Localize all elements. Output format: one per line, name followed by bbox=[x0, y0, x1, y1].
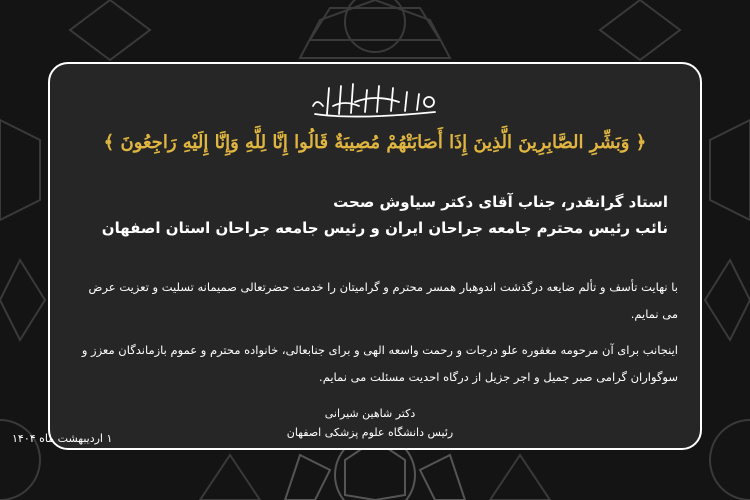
signature bbox=[240, 404, 500, 442]
message-paragraph-1: با نهایت تأسف و تألم ضایعه درگذشت اندوهبار همسر محترم و گرامیتان را خدمت حضرتعالی صمیمانه تسلیت و تعزیت عرض می نمایم. bbox=[88, 280, 678, 321]
condolence-card bbox=[48, 62, 702, 450]
addressee-line-2: نائب رئیس محترم جامعه جراحان ایران و رئیس جامعه جراحان استان اصفهان bbox=[101, 219, 668, 237]
signature-title: رئیس دانشگاه علوم پزشکی اصفهان bbox=[286, 426, 454, 439]
message-date: ۱ اردیبهشت ماه ۱۴۰۴ bbox=[12, 432, 113, 445]
basmala-calligraphy-icon bbox=[295, 76, 455, 124]
addressee-line-1: استاد گرانقدر، جناب آقای دکتر سیاوش صحت bbox=[333, 193, 668, 211]
quran-verse: ﴿ وَبَشِّرِ الصَّابِرِينَ الَّذِينَ إِذَا أَصَابَتْهُمْ مُصِيبَةٌ قَالُوا إِنَّا لِلَّهِ وَإِنَّا إِلَيْهِ رَاجِعُونَ ﴾ bbox=[103, 132, 647, 153]
message-body bbox=[70, 274, 678, 391]
basmala-calligraphy bbox=[50, 76, 700, 124]
signature-name: دکتر شاهین شیرانی bbox=[324, 407, 416, 420]
addressee bbox=[102, 189, 668, 241]
message-paragraph-2: اینجانب برای آن مرحومه مغفوره علو درجات و رحمت واسعه الهی و برای جنابعالی، خانواده محترم و عموم بازماندگان معزز و سوگواران گرامی صبر جمیل و اجر جزیل از درگاه احدیت مسئلت می نمایم. bbox=[81, 343, 678, 384]
